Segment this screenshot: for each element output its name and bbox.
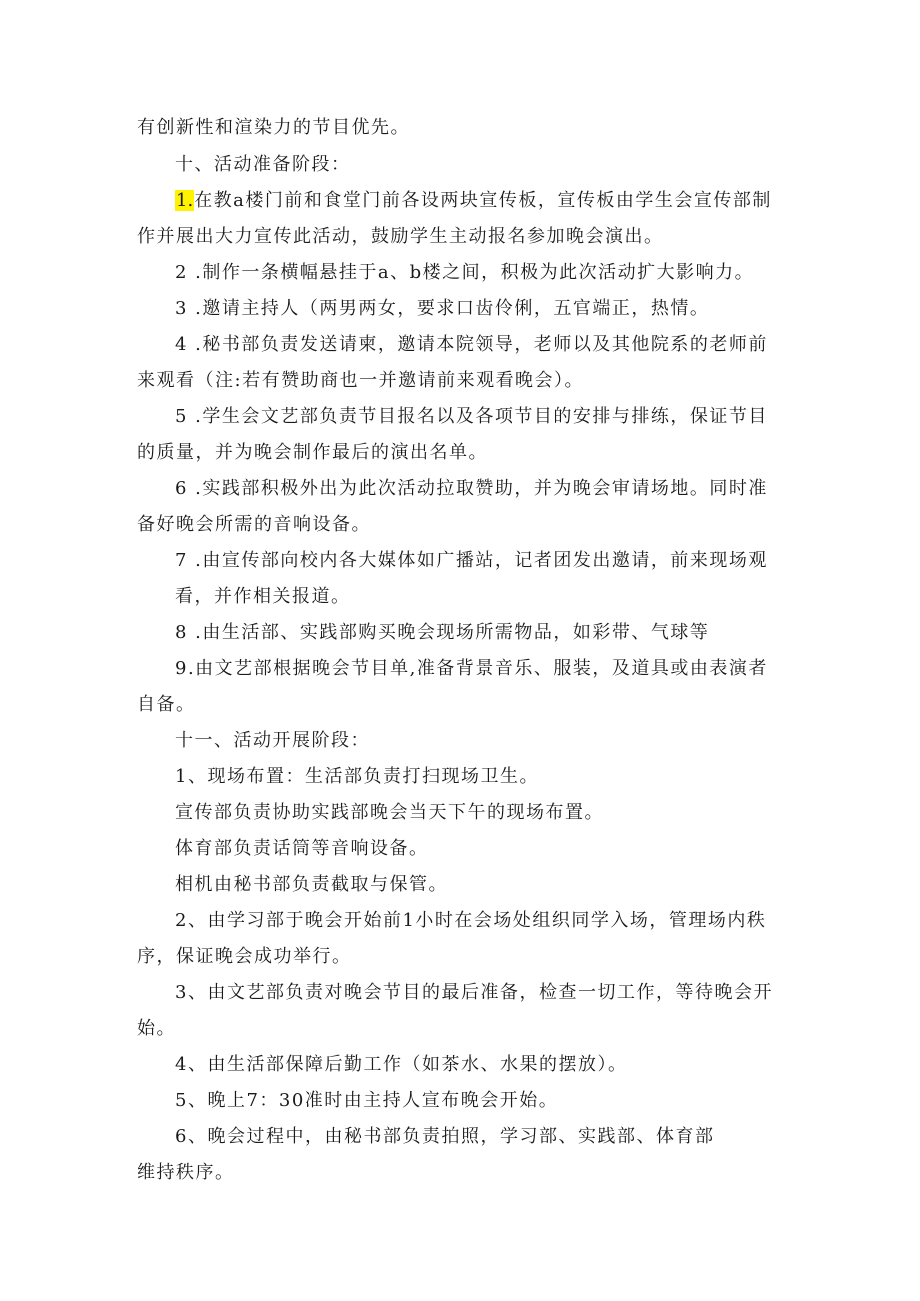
text-line: 来观看（注:若有赞助商也一并邀请前来观看晚会）。 [137,370,585,391]
text-line: 自备。 [137,694,196,715]
text-line: 宣传部负责协助实践部晚会当天下午的现场布置。 [175,802,604,823]
text-line: 相机由秘书部负责截取与保管。 [175,874,448,895]
text-line: 备好晚会所需的音响设备。 [137,514,371,535]
text-line: 序，保证晚会成功举行。 [137,946,352,967]
text-line: 体育部负责话筒等音响设备。 [175,838,429,859]
text-line: 6 .实践部积极外出为此次活动拉取赞助，并为晚会审请场地。同时准 [175,478,768,499]
text-line: 5、晚上7：30准时由主持人宣布晚会开始。 [175,1090,559,1111]
text-line: 2、由学习部于晚会开始前1小时在会场处组织同学入场，管理场内秩 [175,910,767,931]
text-line: 1、现场布置：生活部负责打扫现场卫生。 [175,766,539,787]
text-line: 的质量，并为晚会制作最后的演出名单。 [137,442,488,463]
text-line: 4、由生活部保障后勤工作（如茶水、水果的摆放）。 [175,1054,628,1075]
highlighted-number: 1. [176,190,194,211]
text-line: 6、晚会过程中，由秘书部负责拍照，学习部、实践部、体育部 [175,1126,715,1147]
text-line [175,186,772,216]
section-heading: 十一、活动开展阶段： [175,730,370,751]
text-fragment: 在教a楼门前和食堂门前各设两块宣传板，宣传板由学生会宣传部制 [194,190,772,211]
text-line: 作并展出大力宣传此活动，鼓励学生主动报名参加晚会演出。 [137,226,664,247]
text-line: 5 .学生会文艺部负责节目报名以及各项节目的安排与排练，保证节目 [175,406,768,427]
text-line: 7 .由宣传部向校内各大媒体如广播站，记者团发出邀请，前来现场观 [175,550,768,571]
text-line: 有创新性和渲染力的节目优先。 [137,117,410,138]
section-heading: 十、活动准备阶段： [175,154,351,175]
text-line: 8 .由生活部、实践部购买晚会现场所需物品，如彩带、气球等 [175,622,710,643]
text-line: 3、由文艺部负责对晚会节目的最后准备，检查一切工作，等待晚会开 [175,982,773,1003]
text-line: 9.由文艺部根据晚会节目单,准备背景音乐、服装，及道具或由表演者 [175,658,768,679]
text-line: 始。 [137,1018,176,1039]
text-line: 看，并作相关报道。 [175,586,351,607]
text-line: 2 .制作一条横幅悬挂于a、b楼之间，积极为此次活动扩大影响力。 [175,262,755,283]
text-line: 4 .秘书部负责发送请柬，邀请本院领导，老师以及其他院系的老师前 [175,334,768,355]
text-line: 3 .邀请主持人（两男两女，要求口齿伶俐，五官端正，热情。 [175,298,710,319]
text-line: 维持秩序。 [137,1162,235,1183]
